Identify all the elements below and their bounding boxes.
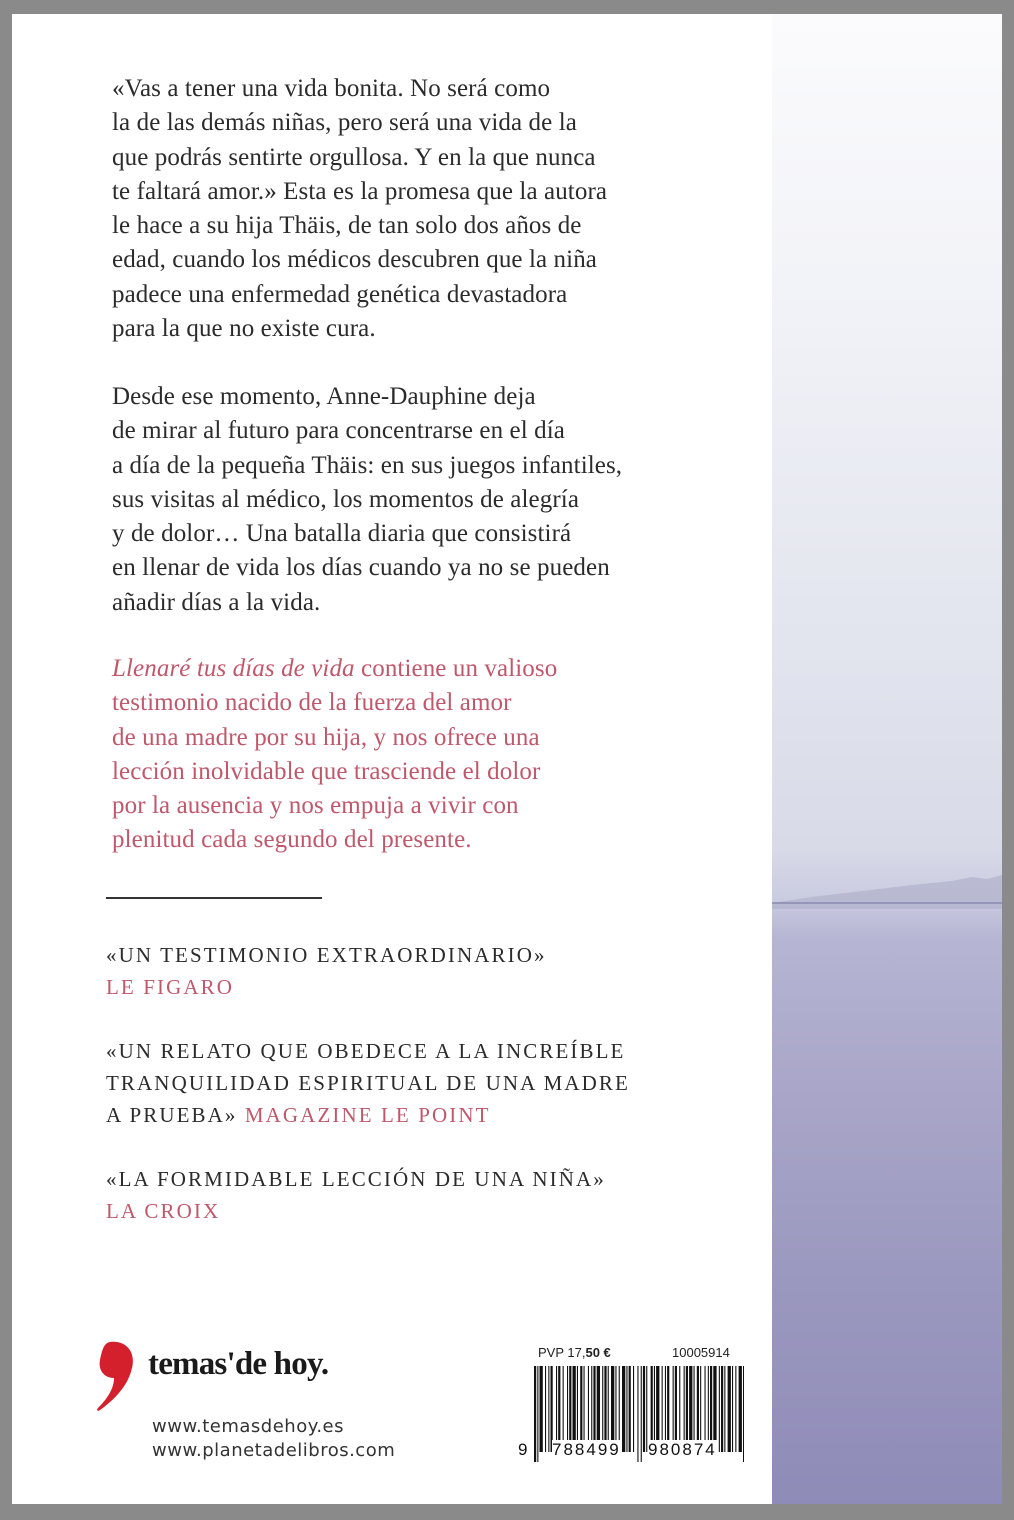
- divider-line: [106, 897, 322, 899]
- press-quote-text: «UN TESTIMONIO EXTRAORDINARIO»: [106, 943, 547, 967]
- synopsis-paragraph-1: «Vas a tener una vida bonita. No será como la de las demás niñas, pero será una vida de la que podrás sentirte orgullosa. Y en la que nunca te faltará amor.» Esta es la promesa que la autora le hace a su hija Thäis, de tan solo dos años de edad, cuando los médicos descubren que la niña padece una enfermedad genética devastadora para la que no existe cura.: [112, 75, 608, 343]
- isbn-group-left: 788499: [552, 1440, 621, 1459]
- synopsis-paragraph-3: [112, 652, 732, 858]
- press-quote-source: LA CROIX: [106, 1199, 221, 1223]
- synopsis-paragraph-3-text: contiene un valioso testimonio nacido de la fuerza del amor de una madre por su hija, y nos ofrece una lección inolvidable que trasciende el dolor por la ausencia y nos empuja a vivir con plenitud cada segundo del presente.: [112, 655, 558, 854]
- price-label: [538, 1345, 611, 1360]
- isbn-number: [518, 1440, 744, 1464]
- price-amount: 50 €: [585, 1345, 611, 1360]
- isbn-group-right: 980874: [648, 1440, 717, 1459]
- price-prefix: PVP 17,: [538, 1345, 586, 1360]
- press-quote-source: LE FIGARO: [106, 975, 234, 999]
- publisher-comma-icon: [92, 1336, 152, 1416]
- press-quote-text-line3: A PRUEBA»: [106, 1103, 238, 1127]
- press-quote-2: [106, 1035, 746, 1131]
- press-quote-source: MAGAZINE LE POINT: [244, 1103, 491, 1127]
- cover-photo-lake: [772, 14, 1002, 1504]
- press-quote-1: [106, 939, 746, 1003]
- press-quote-3: [106, 1163, 746, 1227]
- publisher-name: temas'de hoy.: [148, 1346, 329, 1382]
- product-code: 10005914: [672, 1345, 730, 1360]
- publisher-logo: [92, 1336, 392, 1416]
- publisher-url-1: www.temasdehoy.es: [152, 1416, 344, 1437]
- synopsis-paragraph-2: Desde ese momento, Anne-Dauphine deja de mirar al futuro para concentrarse en el día a día de la pequeña Thäis: en sus juegos infantiles, sus visitas al médico, los momentos de alegría y de dolor… Una batalla diaria que consistirá en llenar de vida los días cuando ya no se pueden añadir días a la vida.: [112, 383, 623, 616]
- press-quote-text-line1: «UN RELATO QUE OBEDECE A LA INCREÍBLE: [106, 1039, 626, 1063]
- isbn-digit-first: 9: [518, 1440, 528, 1459]
- publisher-url-2: www.planetadelibros.com: [152, 1440, 396, 1461]
- shore-line: [772, 902, 1002, 904]
- press-quote-text-line2: TRANQUILIDAD ESPIRITUAL DE UNA MADRE: [106, 1071, 630, 1095]
- press-quote-text: «LA FORMIDABLE LECCIÓN DE UNA NIÑA»: [106, 1167, 606, 1191]
- book-title: Llenaré tus días de vida: [112, 655, 355, 682]
- book-back-cover: [12, 14, 1002, 1504]
